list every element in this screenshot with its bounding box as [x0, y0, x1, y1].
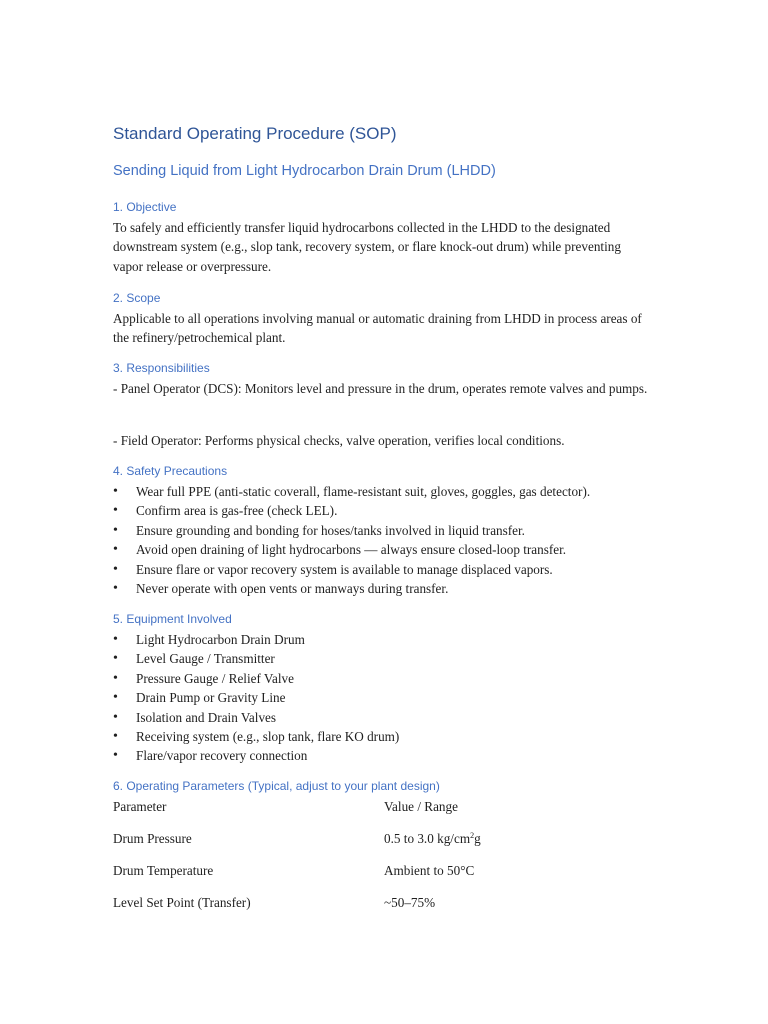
parameter-value: ~50–75%	[384, 895, 436, 910]
list-item: • Isolation and Drain Valves	[113, 708, 673, 727]
safety-heading: 4. Safety Precautions	[113, 464, 228, 478]
panel-operator-text: - Panel Operator (DCS): Monitors level and pressure in the drum, operates remote valves and pumps.	[113, 381, 648, 396]
list-item: • Drain Pump or Gravity Line	[113, 688, 673, 707]
list-item: • Confirm area is gas-free (check LEL).	[113, 501, 673, 520]
objective-text: To safely and efficiently transfer liquid hydrocarbons collected in the LHDD to the designated downstream system (e.g., slop tank, recovery system, or flare knock-out drum) while preventing vapor release or overpressure.	[113, 220, 621, 274]
document-subtitle: Sending Liquid from Light Hydrocarbon Drain Drum (LHDD)	[113, 163, 496, 179]
equipment-heading: 5. Equipment Involved	[113, 612, 232, 626]
list-item: • Ensure flare or vapor recovery system is available to manage displaced vapors.	[113, 560, 673, 579]
list-item: • Avoid open draining of light hydrocarbons — always ensure closed-loop transfer.	[113, 540, 673, 559]
list-item: • Light Hydrocarbon Drain Drum	[113, 630, 673, 649]
value-column-header: Value / Range	[384, 799, 458, 814]
scope-heading: 2. Scope	[113, 291, 161, 305]
document-title: Standard Operating Procedure (SOP)	[113, 124, 397, 143]
list-item: • Wear full PPE (anti-static coverall, flame-resistant suit, gloves, goggles, gas detector).	[113, 482, 673, 501]
field-operator-text: - Field Operator: Performs physical checks, valve operation, verifies local conditions.	[113, 433, 565, 448]
list-item: • Flare/vapor recovery connection	[113, 746, 673, 765]
list-item: • Ensure grounding and bonding for hoses/tanks involved in liquid transfer.	[113, 521, 673, 540]
parameters-heading: 6. Operating Parameters (Typical, adjust to your plant design)	[113, 779, 440, 793]
parameter-name: Drum Pressure	[113, 831, 192, 846]
safety-list	[113, 482, 673, 598]
parameter-name: Drum Temperature	[113, 863, 214, 878]
list-item: • Level Gauge / Transmitter	[113, 649, 673, 668]
parameter-column-header: Parameter	[113, 799, 167, 814]
parameter-value: 0.5 to 3.0 $kg/cm^2g$	[384, 831, 481, 846]
objective-heading: 1. Objective	[113, 200, 177, 214]
parameter-name: Level Set Point (Transfer)	[113, 895, 251, 910]
scope-text: Applicable to all operations involving manual or automatic draining from LHDD in process areas of the refinery/petrochemical plant.	[113, 311, 642, 346]
parameter-value: Ambient to 50°C	[384, 863, 475, 878]
equipment-list	[113, 630, 673, 766]
list-item: • Never operate with open vents or manways during transfer.	[113, 579, 673, 598]
list-item: • Pressure Gauge / Relief Valve	[113, 669, 673, 688]
list-item: • Receiving system (e.g., slop tank, flare KO drum)	[113, 727, 673, 746]
responsibilities-heading: 3. Responsibilities	[113, 361, 210, 375]
